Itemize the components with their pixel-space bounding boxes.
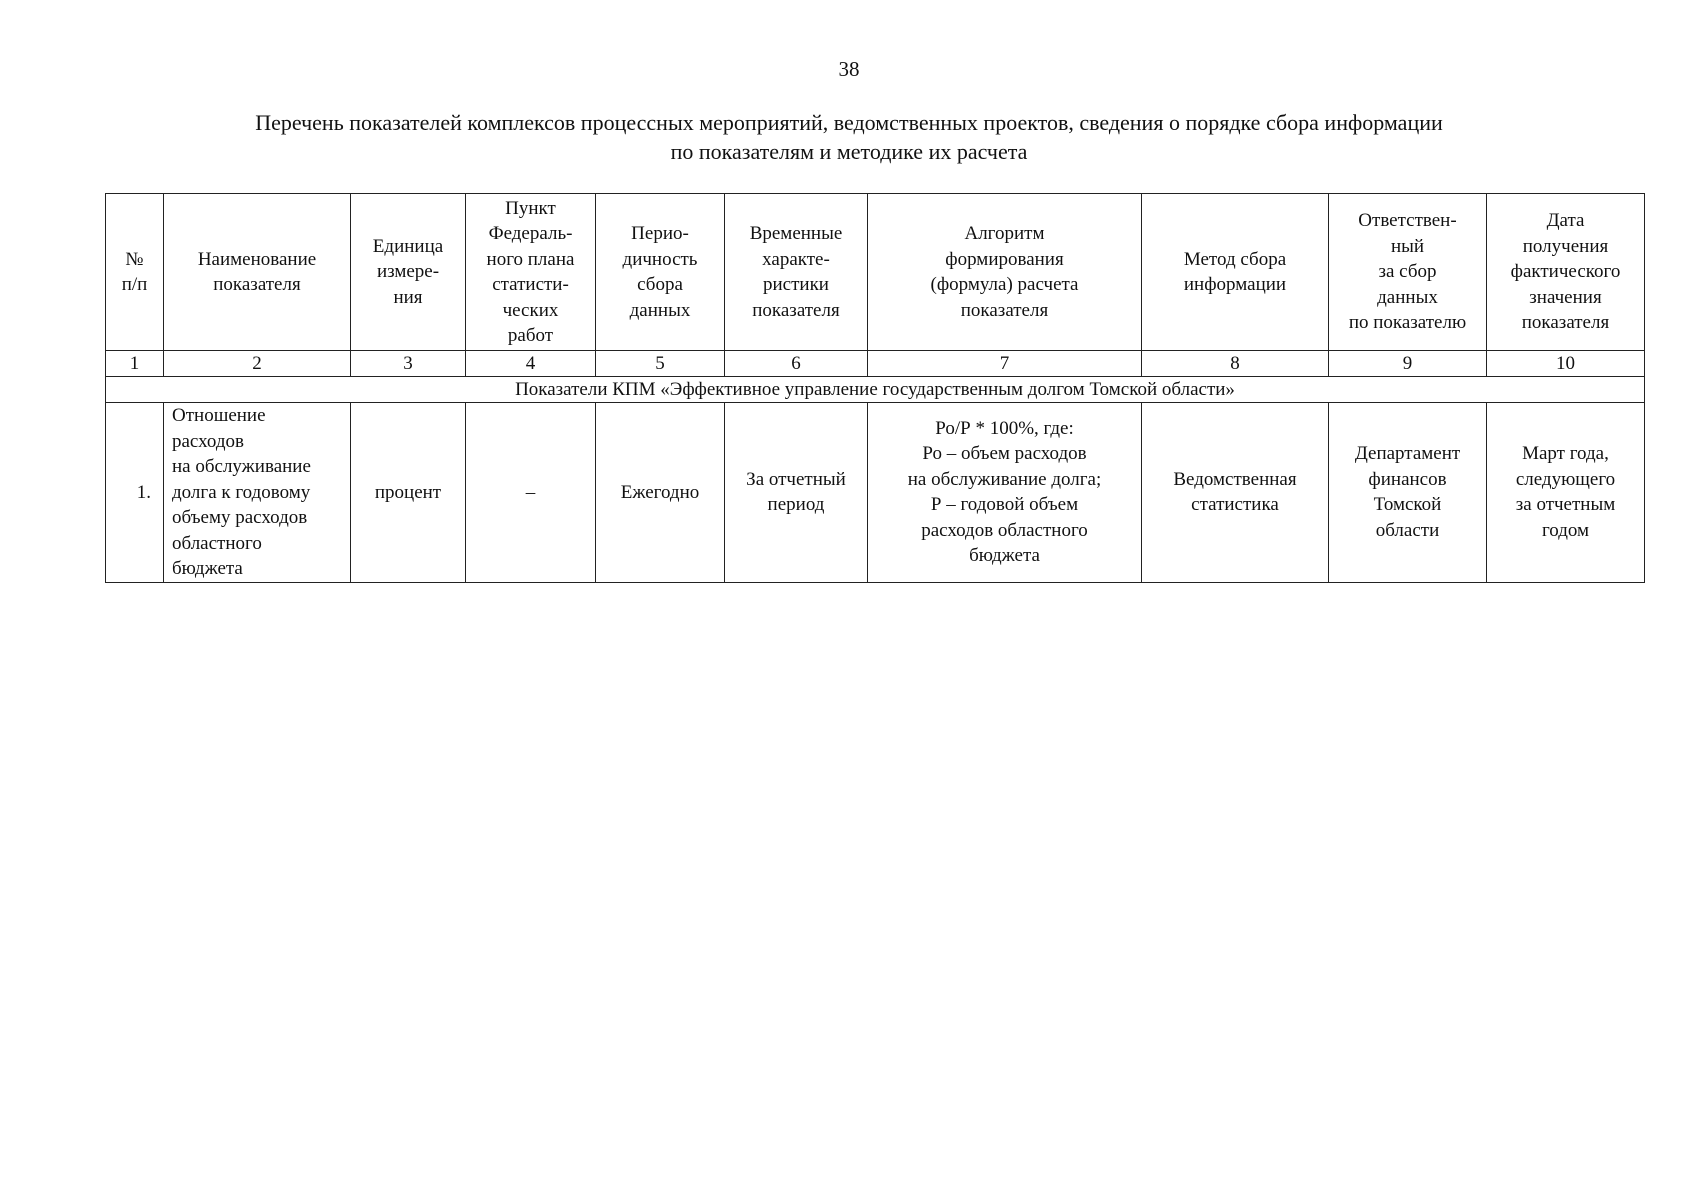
- header-actual-value-date: Дата получения фактического значения показателя: [1487, 194, 1645, 351]
- column-number: 1: [106, 351, 164, 377]
- column-number: 5: [596, 351, 725, 377]
- header-algorithm: Алгоритм формирования (формула) расчета показателя: [868, 194, 1142, 351]
- page-number: 38: [838, 57, 860, 81]
- header-collection-method: Метод сбора информации: [1142, 194, 1329, 351]
- section-row: [106, 377, 1645, 403]
- collection-method-value: Ведомственная статистика: [1142, 403, 1329, 583]
- column-number: 4: [466, 351, 596, 377]
- column-number-row: [106, 351, 1645, 377]
- table-header-row: [106, 194, 1645, 351]
- column-number: 10: [1487, 351, 1645, 377]
- table-row: [106, 403, 1645, 583]
- responsible-value: Департамент финансов Томской области: [1329, 403, 1487, 583]
- header-time-characteristics: Временные характе- ристики показателя: [725, 194, 868, 351]
- header-responsible: Ответствен- ный за сбор данных по показателю: [1329, 194, 1487, 351]
- header-periodicity: Перио- дичность сбора данных: [596, 194, 725, 351]
- algorithm-value: Ро/Р * 100%, где: Ро – объем расходов на обслуживание долга; Р – годовой объем расходов областного бюджета: [868, 403, 1142, 583]
- header-federal-plan-item: Пункт Федераль- ного плана статисти- ческих работ: [466, 194, 596, 351]
- indicators-table: [105, 193, 1645, 583]
- header-indicator-name: Наименование показателя: [164, 194, 351, 351]
- column-number: 2: [164, 351, 351, 377]
- time-characteristics-value: За отчетный период: [725, 403, 868, 583]
- header-number: № п/п: [106, 194, 164, 351]
- unit-value: процент: [351, 403, 466, 583]
- indicator-name: Отношение расходов на обслуживание долга к годовому объему расходов областного бюджета: [164, 403, 351, 583]
- actual-value-date-value: Март года, следующего за отчетным годом: [1487, 403, 1645, 583]
- row-number: 1.: [106, 403, 164, 583]
- column-number: 7: [868, 351, 1142, 377]
- column-number: 6: [725, 351, 868, 377]
- section-title: Показатели КПМ «Эффективное управление государственным долгом Томской области»: [106, 377, 1645, 403]
- federal-plan-value: –: [466, 403, 596, 583]
- title-line-1: Перечень показателей комплексов процессных мероприятий, ведомственных проектов, сведения о порядке сбора информации: [255, 110, 1443, 135]
- title-line-2: по показателям и методике их расчета: [670, 139, 1028, 164]
- document-title: [100, 108, 1598, 166]
- column-number: 3: [351, 351, 466, 377]
- column-number: 9: [1329, 351, 1487, 377]
- column-number: 8: [1142, 351, 1329, 377]
- periodicity-value: Ежегодно: [596, 403, 725, 583]
- header-unit: Единица измере- ния: [351, 194, 466, 351]
